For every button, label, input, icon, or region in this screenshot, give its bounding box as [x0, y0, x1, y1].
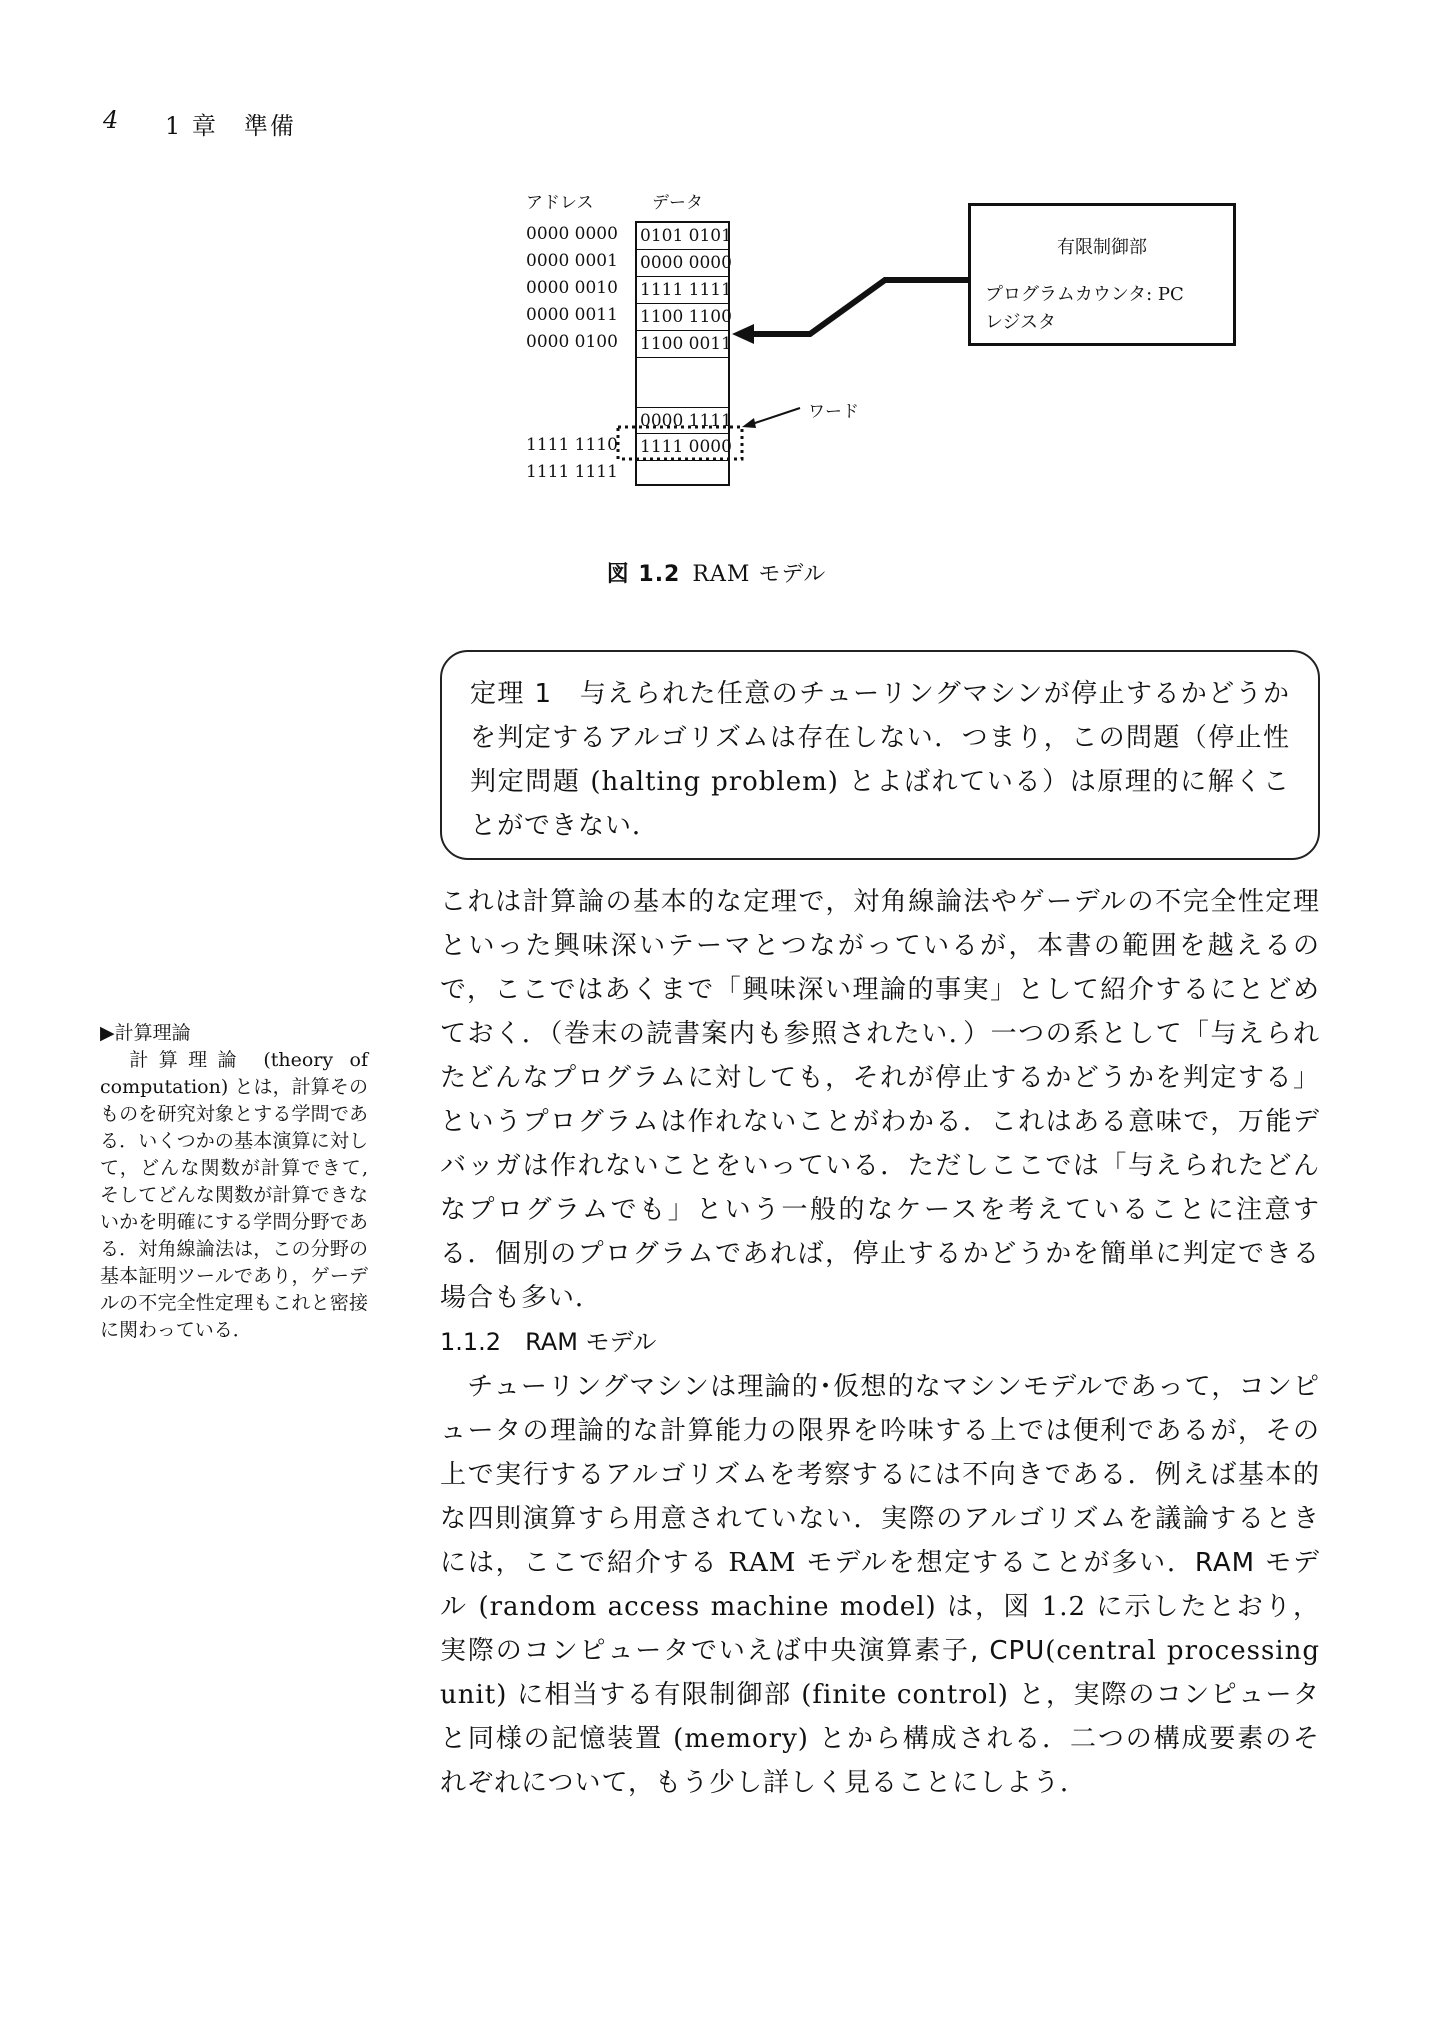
- page-number: 4: [103, 106, 119, 134]
- memory-cell: 0000 1111: [637, 407, 728, 434]
- memory-cell: 1100 0011: [637, 331, 728, 358]
- address-3: 0000 0011: [526, 305, 618, 325]
- body2-text: (memory) とから構成される．二つの構成要素のそれぞれについて，もう少し詳しく見ることにしよう．: [440, 1724, 1320, 1798]
- memory-cell: 0101 0101: [637, 223, 728, 250]
- address-fe: 1111 1110: [526, 435, 618, 455]
- address-0: 0000 0000: [526, 224, 618, 244]
- address-header: アドレス: [526, 193, 594, 213]
- data-header: データ: [652, 193, 703, 213]
- chapter-title: 1 章 準備: [165, 112, 296, 140]
- theorem-term: 停止性判定問題: [470, 723, 1290, 797]
- figure-caption: [0, 557, 1433, 588]
- margin-note: [100, 1020, 368, 1344]
- margin-note-head: 計算理論: [129, 1049, 247, 1071]
- keyword-finite-control: 有限制御部: [654, 1680, 792, 1710]
- body2-text: (random access machine model) は，図 1.2 に示したとおり，実際のコンピュータでいえば: [440, 1592, 1320, 1666]
- section-number: 1.1.2: [440, 1328, 502, 1356]
- margin-note-text: (theory of computation) とは，計算そのものを研究対象とする学問である．いくつかの基本演算に対して，どんな関数が計算できて, そしてどんな関数が計算できないかを明確にする学問分野である．対角線論法は，この分野の基本証明ツールであり，ゲーデルの不完全性定理もこれと密接に関わっている．: [100, 1049, 368, 1341]
- theorem-label: 定理 1: [470, 679, 553, 709]
- body2-text: チューリングマシンは理論的･仮想的なマシンモデルであって，コンピュータの理論的な計算能力の限界を吟味する上では便利であるが，その上で実行するアルゴリズムを考察するには不向きである．例えば基本的な四則演算すら用意されていない．実際のアルゴリズムを議論するときには，ここで紹介する RAM モデルを想定することが多い．: [440, 1372, 1320, 1578]
- word-arrowhead: [742, 418, 756, 428]
- margin-note-title: ▶計算理論: [100, 1022, 191, 1044]
- theorem-box: [440, 650, 1320, 860]
- program-counter-label: プログラムカウンタ: PC: [985, 284, 1184, 305]
- theorem-body-1: 与えられた任意のチューリングマシンが停止するかどうかを判定するアルゴリズムは存在しない．つまり，この問題（: [470, 679, 1290, 753]
- address-2: 0000 0010: [526, 278, 618, 298]
- section-title: RAM モデル: [525, 1328, 657, 1356]
- address-ff: 1111 1111: [526, 462, 618, 482]
- memory-cell: 1111 0000: [637, 434, 728, 461]
- keyword-cpu: 中央演算素子, CPU: [802, 1636, 1046, 1666]
- section-heading: [440, 1322, 656, 1357]
- margin-note-body: [100, 1047, 368, 1344]
- memory-cell: 1100 1100: [637, 304, 728, 331]
- finite-control-title: 有限制御部: [1057, 237, 1147, 258]
- ram-model-figure: [520, 180, 1240, 500]
- word-arrow: [752, 408, 800, 424]
- register-label: レジスタ: [985, 312, 1057, 333]
- memory-cell: 0000 0000: [637, 250, 728, 277]
- control-arrowhead: [732, 324, 754, 344]
- word-label: ワード: [808, 402, 859, 422]
- body-paragraph-2: [440, 1365, 1320, 1805]
- word-frame: [618, 427, 742, 459]
- theorem-body-2: (halting problem) とよばれている）は原理的に解くことができない．: [470, 767, 1290, 841]
- keyword-ram-model: RAM モデル: [440, 1548, 1320, 1622]
- caption-number: 図 1.2: [606, 562, 681, 587]
- body2-text: (central processing unit) に相当する: [440, 1636, 1320, 1710]
- address-4: 0000 0100: [526, 332, 618, 352]
- caption-text: RAM モデル: [692, 562, 827, 587]
- body-paragraph-1: これは計算論の基本的な定理で，対角線論法やゲーデルの不完全性定理といった興味深いテーマとつながっているが，本書の範囲を越えるので，ここではあくまで「興味深い理論的事実」として紹介するにとどめておく．（巻末の読書案内も参照されたい．）一つの系として「与えられたどんなプログラムに対しても，それが停止するかどうかを判定する」というプログラムは作れないことがわかる．これはある意味で，万能デバッガは作れないことをいっている．ただしここでは「与えられたどんなプログラムでも」という一般的なケースを考えていることに注意する．個別のプログラムであれば，停止するかどうかを簡単に判定できる場合も多い．: [440, 887, 1320, 1313]
- control-arrow: [750, 280, 968, 334]
- theorem-text: [470, 672, 1290, 848]
- finite-control-box: [968, 203, 1236, 346]
- keyword-memory: 記憶装置: [551, 1724, 664, 1754]
- address-1: 0000 0001: [526, 251, 618, 271]
- memory-cell: 1111 1111: [637, 277, 728, 304]
- body2-text: (finite control) と，実際のコンピュータと同様の: [440, 1680, 1320, 1754]
